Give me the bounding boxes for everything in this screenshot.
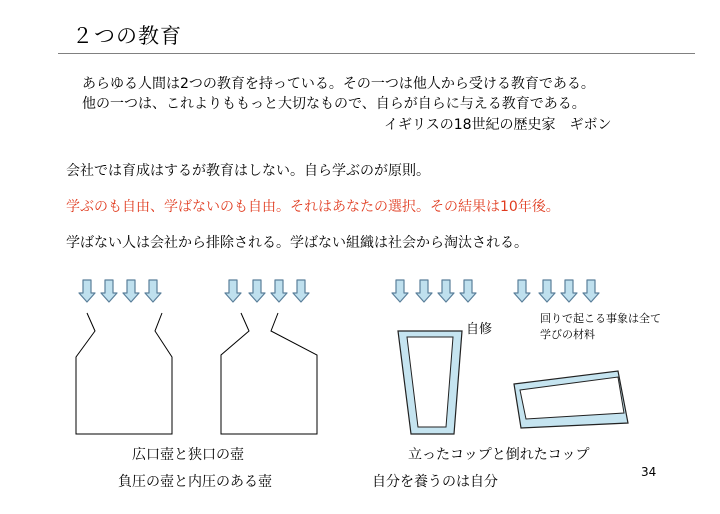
wide-mouth-jar <box>76 313 172 434</box>
quote-line-1: あらゆる人間は2つの教育を持っている。その一つは他人から受ける教育である。 <box>82 76 595 92</box>
caption-pressure-jars: 負圧の壺と内圧のある壺 <box>118 474 272 490</box>
self-study-label: 自修 <box>466 322 493 337</box>
arrow-group-2 <box>225 280 309 302</box>
down-arrow-icon <box>561 280 577 302</box>
arrow-group-3 <box>392 280 476 302</box>
down-arrow-icon <box>583 280 599 302</box>
down-arrow-icon <box>101 280 117 302</box>
down-arrow-icon <box>514 280 530 302</box>
quote-attribution: イギリスの18世紀の歴史家 ギボン <box>384 117 612 133</box>
down-arrow-icon <box>271 280 287 302</box>
caption-cups: 立ったコップと倒れたコップ <box>408 447 590 463</box>
statement-line-2-emphasis: 学ぶのも自由、学ばないのも自由。それはあなたの選択。その結果は10年後。 <box>66 199 560 215</box>
statement-line-1: 会社では育成はするが教育はしない。自ら学ぶのが原則。 <box>66 163 430 179</box>
down-arrow-icon <box>416 280 432 302</box>
narrow-mouth-jar <box>221 313 317 434</box>
page-number: 34 <box>641 465 657 479</box>
down-arrow-icon <box>539 280 555 302</box>
fallen-cup <box>514 371 628 428</box>
down-arrow-icon <box>145 280 161 302</box>
caption-self-nourish: 自分を養うのは自分 <box>372 474 498 490</box>
down-arrow-icon <box>293 280 309 302</box>
standing-cup <box>398 331 462 434</box>
down-arrow-icon <box>123 280 139 302</box>
down-arrow-icon <box>79 280 95 302</box>
down-arrow-icon <box>249 280 265 302</box>
caption-jars: 広口壺と狭口の壺 <box>132 447 244 463</box>
down-arrow-icon <box>438 280 454 302</box>
learning-note: 回りで起こる事象は全て学びの材料 <box>540 312 661 341</box>
statement-line-3: 学ばない人は会社から排除される。学ばない組織は社会から淘汰される。 <box>66 235 528 251</box>
down-arrow-icon <box>460 280 476 302</box>
page-title: ２つの教育 <box>72 24 182 48</box>
arrow-group-1 <box>79 280 161 302</box>
down-arrow-icon <box>225 280 241 302</box>
arrow-group-4 <box>514 280 599 302</box>
down-arrow-icon <box>392 280 408 302</box>
quote-line-2: 他の一つは、これよりももっと大切なもので、自らが自らに与える教育である。 <box>82 96 586 112</box>
